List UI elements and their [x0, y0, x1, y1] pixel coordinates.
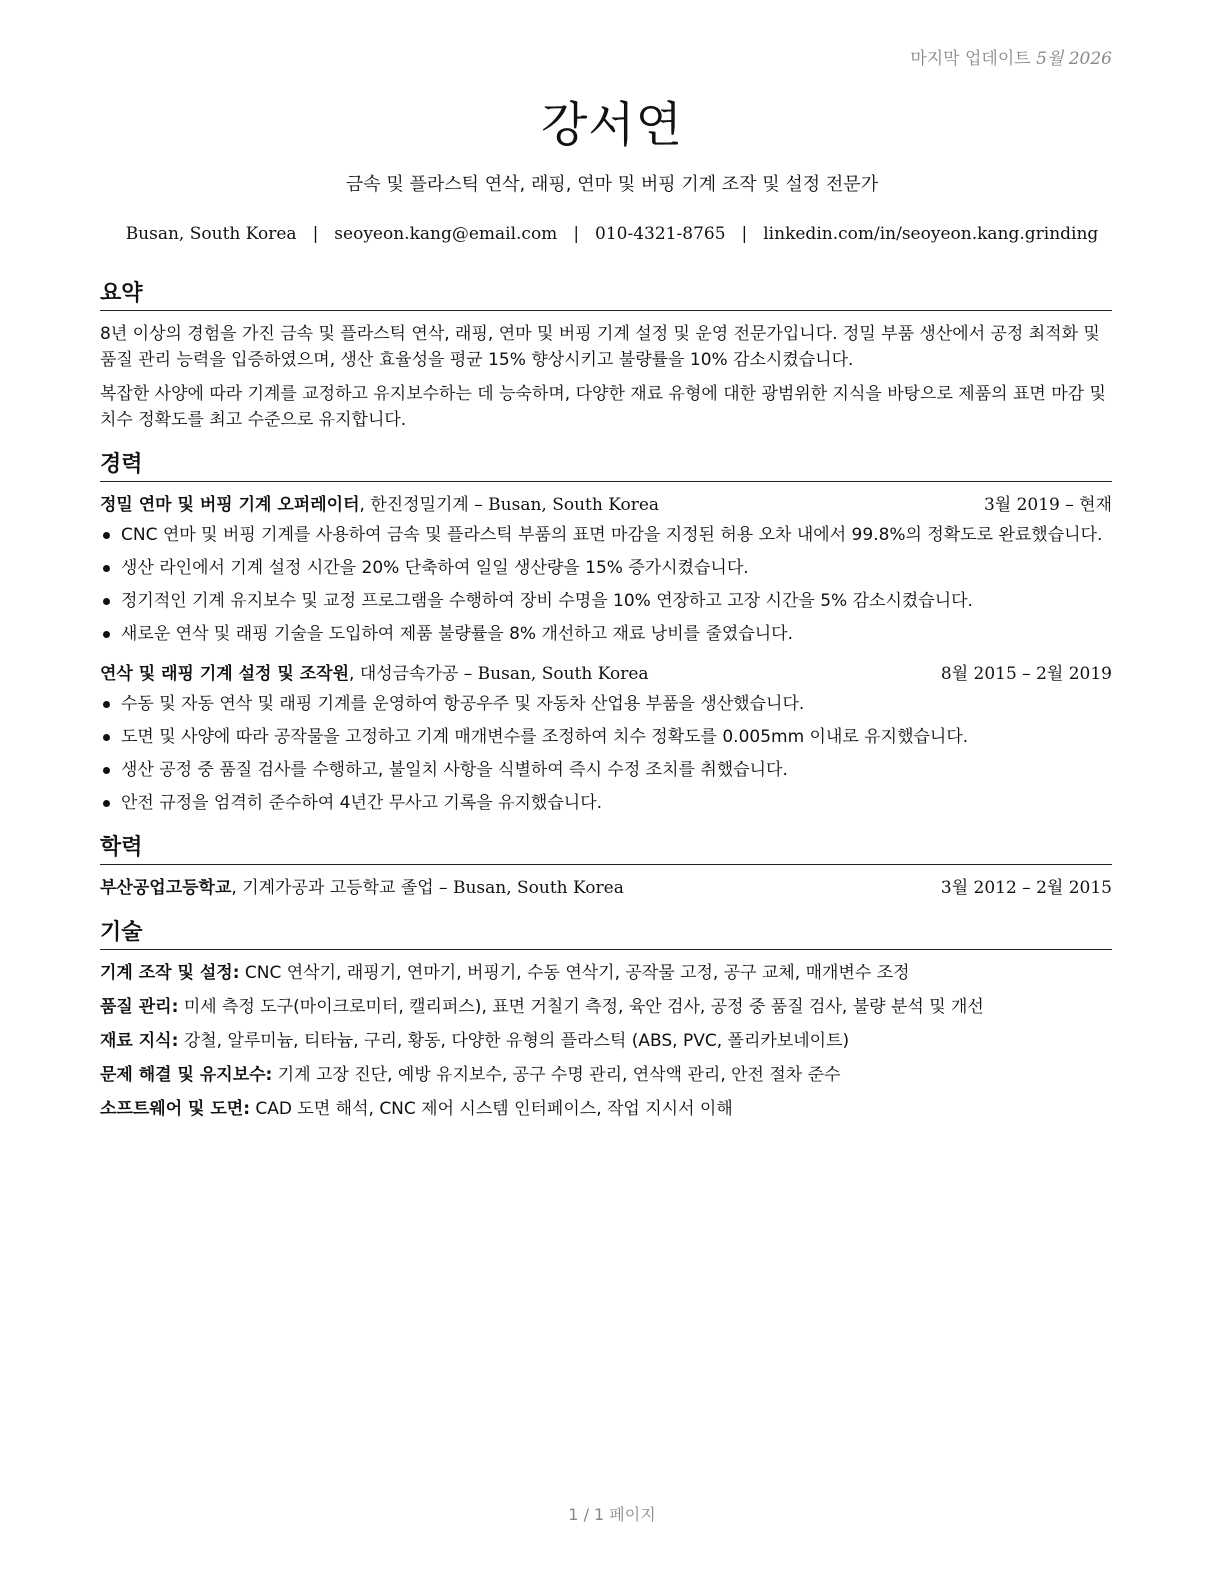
summary-paragraph: 8년 이상의 경험을 가진 금속 및 플라스틱 연삭, 래핑, 연마 및 버핑 기계 설정 및 운영 전문가입니다. 정밀 부품 생산에서 공정 최적화 및 품질 관리 능력을 입증하였으며, 생산 효율성을 평균 15% 향상시키고 불량률을 10% 감소시켰습니다.: [100, 324, 1100, 370]
skill-row: [100, 960, 1112, 986]
job-bullets: [100, 691, 1112, 816]
list-item: 도면 및 사양에 따라 공작물을 고정하고 기계 매개변수를 조정하여 치수 정확도를 0.005mm 이내로 유지했습니다.: [100, 724, 1112, 750]
skill-label: 재료 지식:: [100, 1031, 179, 1051]
job-heading: 정밀 연마 및 버핑 기계 오퍼레이터, 한진정밀기계 – Busan, South Korea: [100, 495, 660, 515]
skill-value: 강철, 알루미늄, 티타늄, 구리, 황동, 다양한 유형의 플라스틱 (ABS, PVC, 폴리카보네이트): [183, 1031, 850, 1051]
contact-separator: |: [573, 224, 580, 244]
skill-value: CNC 연삭기, 래핑기, 연마기, 버핑기, 수동 연삭기, 공작물 고정, 공구 교체, 매개변수 조정: [244, 963, 910, 983]
summary-paragraph: 복잡한 사양에 따라 기계를 교정하고 유지보수하는 데 능숙하며, 다양한 재료 유형에 대한 광범위한 지식을 바탕으로 제품의 표면 마감 및 치수 정확도를 최고 수준으로 유지합니다.: [100, 384, 1106, 430]
list-item: 생산 라인에서 기계 설정 시간을 20% 단축하여 일일 생산량을 15% 증가시켰습니다.: [100, 555, 1112, 581]
list-item: 새로운 연삭 및 래핑 기술을 도입하여 제품 불량률을 8% 개선하고 재료 낭비를 줄였습니다.: [100, 621, 1112, 647]
skill-label: 소프트웨어 및 도면:: [100, 1099, 251, 1119]
contact-location: Busan, South Korea: [125, 224, 297, 244]
job-company: 대성금속가공: [359, 664, 459, 684]
list-item: 안전 규정을 엄격히 준수하여 4년간 무사고 기록을 유지했습니다.: [100, 790, 1112, 816]
list-item: 정기적인 기계 유지보수 및 교정 프로그램을 수행하여 장비 수명을 10% 연장하고 고장 시간을 5% 감소시켰습니다.: [100, 588, 1112, 614]
job-dates: 8월 2015 – 2월 2019: [940, 664, 1112, 684]
skill-value: CAD 도면 해석, CNC 제어 시스템 인터페이스, 작업 지시서 이해: [255, 1099, 733, 1119]
education-entry: [100, 875, 1112, 901]
contact-separator: |: [741, 224, 748, 244]
list-item: 생산 공정 중 품질 검사를 수행하고, 불일치 사항을 식별하여 즉시 수정 조치를 취했습니다.: [100, 757, 1112, 783]
education-degree: 기계가공과 고등학교 졸업: [242, 878, 434, 898]
tagline: 금속 및 플라스틱 연삭, 래핑, 연마 및 버핑 기계 조작 및 설정 전문가: [345, 174, 879, 195]
list-item: 수동 및 자동 연삭 및 래핑 기계를 운영하여 항공우주 및 자동차 산업용 부품을 생산했습니다.: [100, 691, 1112, 717]
list-item: CNC 연마 및 버핑 기계를 사용하여 금속 및 플라스틱 부품의 표면 마감을 지정된 허용 오차 내에서 99.8%의 정확도로 완료했습니다.: [100, 522, 1112, 548]
skill-label: 품질 관리:: [100, 997, 179, 1017]
skill-row: [100, 1096, 1112, 1122]
last-updated: [910, 44, 1112, 69]
skill-value: 기계 고장 진단, 예방 유지보수, 공구 수명 관리, 연삭액 관리, 안전 절차 준수: [277, 1065, 841, 1085]
job-bullets: [100, 522, 1112, 647]
job-header: [100, 661, 1112, 687]
resume-content: [100, 276, 1112, 1130]
skill-row: [100, 1062, 1112, 1088]
job-location: Busan, South Korea: [477, 664, 649, 684]
contact-line: [0, 224, 1224, 244]
education-school: 부산공업고등학교: [100, 878, 232, 898]
education-location: Busan, South Korea: [452, 878, 624, 898]
contact-separator: |: [312, 224, 319, 244]
job-company: 한진정밀기계: [370, 495, 469, 515]
skill-label: 기계 조작 및 설정:: [100, 963, 240, 983]
last-updated-date: 5월 2026: [1036, 49, 1112, 69]
education-dates: 3월 2012 – 2월 2015: [940, 878, 1112, 898]
contact-linkedin[interactable]: linkedin.com/in/seoyeon.kang.grinding: [763, 224, 1099, 244]
contact-email[interactable]: seoyeon.kang@email.com: [334, 224, 558, 244]
last-updated-label: 마지막 업데이트: [910, 49, 1031, 69]
job-location: Busan, South Korea: [488, 495, 660, 515]
section-title-education: 학력: [100, 830, 1112, 865]
section-title-summary: 요약: [100, 276, 1112, 311]
section-title-experience: 경력: [100, 447, 1112, 482]
contact-phone[interactable]: 010-4321-8765: [595, 224, 726, 244]
job-dates: 3월 2019 – 현재: [983, 495, 1112, 515]
education-heading: 부산공업고등학교, 기계가공과 고등학교 졸업 – Busan, South Korea: [100, 878, 624, 898]
skill-row: [100, 994, 1112, 1020]
job-header: [100, 492, 1112, 518]
candidate-name: 강서연: [540, 97, 684, 153]
job-role: 정밀 연마 및 버핑 기계 오퍼레이터: [100, 495, 360, 515]
section-title-skills: 기술: [100, 915, 1112, 950]
job-role: 연삭 및 래핑 기계 설정 및 조작원: [100, 664, 349, 684]
page-number: 1 / 1 페이지: [568, 1505, 656, 1524]
skill-value: 미세 측정 도구(마이크로미터, 캘리퍼스), 표면 거칠기 측정, 육안 검사, 공정 중 품질 검사, 불량 분석 및 개선: [183, 997, 984, 1017]
job-heading: 연삭 및 래핑 기계 설정 및 조작원, 대성금속가공 – Busan, South Korea: [100, 664, 649, 684]
skill-label: 문제 해결 및 유지보수:: [100, 1065, 273, 1085]
skill-row: [100, 1028, 1112, 1054]
